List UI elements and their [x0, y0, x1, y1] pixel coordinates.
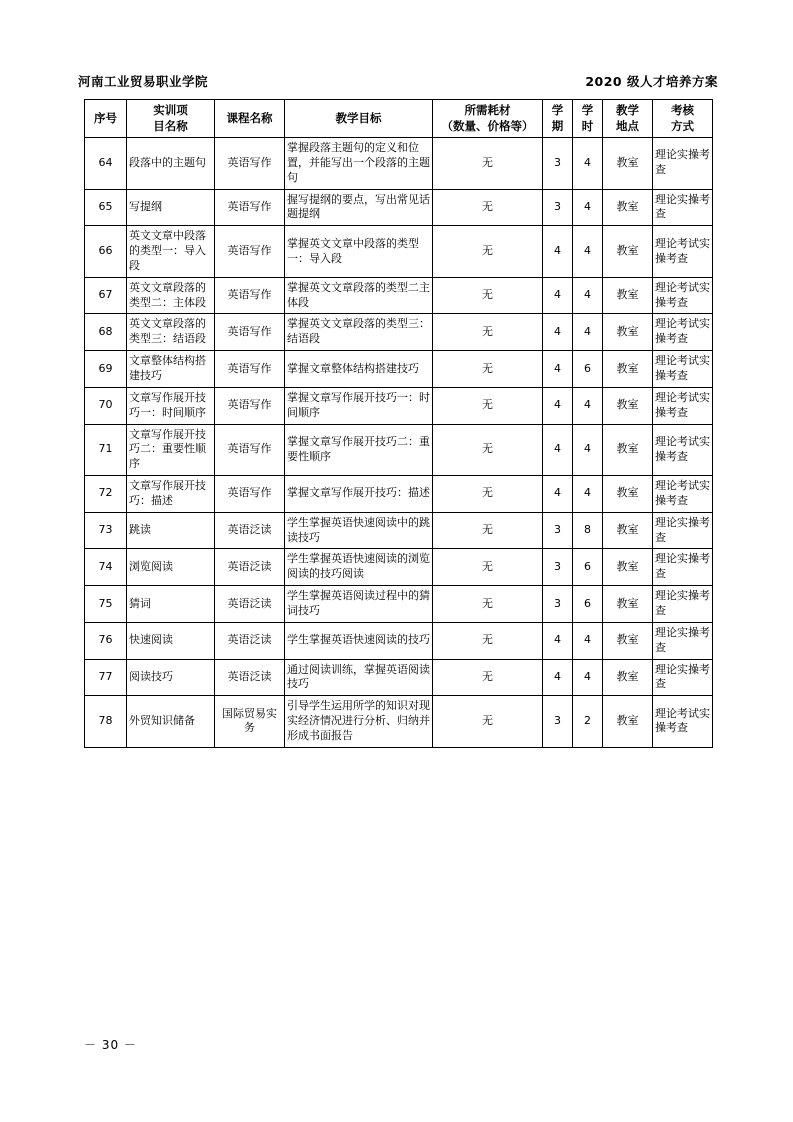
cell-project-name: 英文文章段落的类型二：主体段: [127, 277, 215, 314]
table-row: [85, 549, 713, 586]
table-row: [85, 659, 713, 696]
column-header-teaching-goal: 教学目标: [285, 100, 433, 138]
cell-exam: 理论实操考查: [653, 189, 713, 226]
cell-place: 教室: [603, 138, 653, 190]
cell-place: 教室: [603, 226, 653, 278]
cell-hours: 4: [573, 424, 603, 476]
cell-project-name: 猜词: [127, 586, 215, 623]
cell-no: 70: [85, 387, 127, 424]
cell-material: 无: [433, 512, 543, 549]
cell-exam: 理论考试实操考查: [653, 351, 713, 388]
cell-exam: 理论实操考查: [653, 659, 713, 696]
table-row: [85, 277, 713, 314]
cell-exam: 理论考试实操考查: [653, 476, 713, 513]
cell-no: 71: [85, 424, 127, 476]
table-row: [85, 424, 713, 476]
cell-goal: 学生掌握英语快速阅读中的跳读技巧: [285, 512, 433, 549]
cell-material: 无: [433, 622, 543, 659]
cell-course: 英语写作: [215, 277, 285, 314]
cell-course: 英语写作: [215, 314, 285, 351]
cell-project-name: 文章写作展开技巧二：重要性顺序: [127, 424, 215, 476]
cell-goal: 通过阅读训练，掌握英语阅读技巧: [285, 659, 433, 696]
cell-material: 无: [433, 226, 543, 278]
cell-place: 教室: [603, 277, 653, 314]
cell-exam: 理论实操考查: [653, 512, 713, 549]
cell-goal: 学生掌握英语阅读过程中的猜词技巧: [285, 586, 433, 623]
cell-goal: 学生掌握英语快速阅读的技巧: [285, 622, 433, 659]
column-header-term: 学 期: [543, 100, 573, 138]
cell-course: 英语泛读: [215, 659, 285, 696]
column-header-no: 序号: [85, 100, 127, 138]
cell-hours: 4: [573, 476, 603, 513]
cell-hours: 6: [573, 351, 603, 388]
table-row: [85, 314, 713, 351]
cell-term: 4: [543, 424, 573, 476]
cell-term: 4: [543, 659, 573, 696]
cell-exam: 理论考试实操考查: [653, 387, 713, 424]
cell-hours: 4: [573, 314, 603, 351]
table-row: [85, 138, 713, 190]
cell-course: 英语写作: [215, 226, 285, 278]
column-header-hours: 学 时: [573, 100, 603, 138]
cell-project-name: 文章写作展开技巧：描述: [127, 476, 215, 513]
table-row: [85, 226, 713, 278]
cell-hours: 4: [573, 226, 603, 278]
cell-material: 无: [433, 659, 543, 696]
cell-place: 教室: [603, 586, 653, 623]
cell-term: 4: [543, 476, 573, 513]
cell-course: 英语写作: [215, 351, 285, 388]
cell-place: 教室: [603, 696, 653, 748]
cell-goal: 掌握英文文章段落的类型二主体段: [285, 277, 433, 314]
cell-exam: 理论实操考查: [653, 138, 713, 190]
cell-material: 无: [433, 424, 543, 476]
cell-term: 4: [543, 314, 573, 351]
cell-goal: 握写提纲的要点，写出常见话题提纲: [285, 189, 433, 226]
cell-term: 4: [543, 387, 573, 424]
cell-project-name: 文章写作展开技巧一：时间顺序: [127, 387, 215, 424]
column-header-project-name: 实训项 目名称: [127, 100, 215, 138]
table-row: [85, 387, 713, 424]
cell-term: 4: [543, 351, 573, 388]
cell-goal: 掌握文章写作展开技巧：描述: [285, 476, 433, 513]
cell-project-name: 英文文章段落的类型三：结语段: [127, 314, 215, 351]
column-header-place: 教学 地点: [603, 100, 653, 138]
cell-no: 73: [85, 512, 127, 549]
cell-project-name: 跳读: [127, 512, 215, 549]
cell-place: 教室: [603, 549, 653, 586]
cell-goal: 掌握文章写作展开技巧二：重要性顺序: [285, 424, 433, 476]
cell-hours: 4: [573, 138, 603, 190]
cell-no: 76: [85, 622, 127, 659]
cell-hours: 4: [573, 277, 603, 314]
cell-term: 3: [543, 512, 573, 549]
cell-material: 无: [433, 549, 543, 586]
cell-course: 英语写作: [215, 138, 285, 190]
cell-term: 3: [543, 549, 573, 586]
cell-material: 无: [433, 696, 543, 748]
cell-no: 77: [85, 659, 127, 696]
cell-course: 国际贸易实务: [215, 696, 285, 748]
cell-material: 无: [433, 138, 543, 190]
cell-place: 教室: [603, 622, 653, 659]
cell-material: 无: [433, 586, 543, 623]
cell-goal: 掌握文章写作展开技巧一：时间顺序: [285, 387, 433, 424]
training-projects-table: [84, 99, 713, 748]
cell-material: 无: [433, 189, 543, 226]
cell-course: 英语写作: [215, 476, 285, 513]
cell-place: 教室: [603, 476, 653, 513]
cell-exam: 理论实操考查: [653, 549, 713, 586]
header-institution: 河南工业贸易职业学院: [78, 74, 209, 89]
header-document-title: 2020 级人才培养方案: [585, 74, 718, 89]
cell-no: 66: [85, 226, 127, 278]
cell-course: 英语写作: [215, 424, 285, 476]
cell-no: 67: [85, 277, 127, 314]
table-row: [85, 512, 713, 549]
cell-place: 教室: [603, 314, 653, 351]
table-row: [85, 586, 713, 623]
cell-project-name: 英文文章中段落的类型一：导入段: [127, 226, 215, 278]
cell-goal: 掌握文章整体结构搭建技巧: [285, 351, 433, 388]
table-row: [85, 351, 713, 388]
table-row: [85, 189, 713, 226]
cell-hours: 2: [573, 696, 603, 748]
cell-exam: 理论考试实操考查: [653, 424, 713, 476]
cell-no: 74: [85, 549, 127, 586]
cell-no: 75: [85, 586, 127, 623]
cell-goal: 掌握英文文章中段落的类型一：导入段: [285, 226, 433, 278]
cell-hours: 4: [573, 189, 603, 226]
cell-hours: 6: [573, 549, 603, 586]
cell-hours: 4: [573, 622, 603, 659]
cell-project-name: 快速阅读: [127, 622, 215, 659]
cell-term: 3: [543, 138, 573, 190]
cell-place: 教室: [603, 424, 653, 476]
cell-term: 3: [543, 189, 573, 226]
cell-no: 64: [85, 138, 127, 190]
page-number: － 30 －: [84, 1038, 137, 1052]
cell-course: 英语写作: [215, 189, 285, 226]
cell-exam: 理论考试实操考查: [653, 277, 713, 314]
table-row: [85, 476, 713, 513]
cell-place: 教室: [603, 512, 653, 549]
cell-place: 教室: [603, 189, 653, 226]
cell-place: 教室: [603, 659, 653, 696]
cell-course: 英语泛读: [215, 549, 285, 586]
cell-project-name: 浏览阅读: [127, 549, 215, 586]
cell-term: 4: [543, 277, 573, 314]
cell-material: 无: [433, 351, 543, 388]
table-row: [85, 622, 713, 659]
cell-term: 4: [543, 622, 573, 659]
cell-hours: 4: [573, 659, 603, 696]
column-header-exam-method: 考核 方式: [653, 100, 713, 138]
cell-no: 68: [85, 314, 127, 351]
cell-material: 无: [433, 476, 543, 513]
cell-course: 英语泛读: [215, 622, 285, 659]
cell-no: 72: [85, 476, 127, 513]
table-row: [85, 696, 713, 748]
cell-no: 78: [85, 696, 127, 748]
cell-goal: 引导学生运用所学的知识对现实经济情况进行分析、归纳并形成书面报告: [285, 696, 433, 748]
cell-hours: 8: [573, 512, 603, 549]
column-header-course-name: 课程名称: [215, 100, 285, 138]
cell-project-name: 文章整体结构搭建技巧: [127, 351, 215, 388]
cell-term: 4: [543, 226, 573, 278]
cell-material: 无: [433, 277, 543, 314]
cell-term: 3: [543, 586, 573, 623]
cell-project-name: 外贸知识储备: [127, 696, 215, 748]
cell-goal: 掌握段落主题句的定义和位置，并能写出一个段落的主题句: [285, 138, 433, 190]
cell-hours: 6: [573, 586, 603, 623]
cell-no: 65: [85, 189, 127, 226]
cell-place: 教室: [603, 351, 653, 388]
cell-exam: 理论实操考查: [653, 586, 713, 623]
cell-exam: 理论考试实操考查: [653, 226, 713, 278]
cell-exam: 理论考试实操考查: [653, 696, 713, 748]
cell-term: 3: [543, 696, 573, 748]
cell-goal: 掌握英文文章段落的类型三：结语段: [285, 314, 433, 351]
cell-course: 英语泛读: [215, 512, 285, 549]
cell-material: 无: [433, 387, 543, 424]
cell-exam: 理论实操考查: [653, 622, 713, 659]
cell-no: 69: [85, 351, 127, 388]
cell-project-name: 阅读技巧: [127, 659, 215, 696]
page-header: [78, 72, 718, 90]
cell-hours: 4: [573, 387, 603, 424]
cell-project-name: 写提纲: [127, 189, 215, 226]
cell-exam: 理论考试实操考查: [653, 314, 713, 351]
cell-course: 英语写作: [215, 387, 285, 424]
table-header-row: [85, 100, 713, 138]
column-header-materials: 所需耗材 （数量、价格等）: [433, 100, 543, 138]
cell-goal: 学生掌握英语快速阅读的浏览阅读的技巧阅读: [285, 549, 433, 586]
cell-material: 无: [433, 314, 543, 351]
cell-place: 教室: [603, 387, 653, 424]
cell-course: 英语泛读: [215, 586, 285, 623]
cell-project-name: 段落中的主题句: [127, 138, 215, 190]
